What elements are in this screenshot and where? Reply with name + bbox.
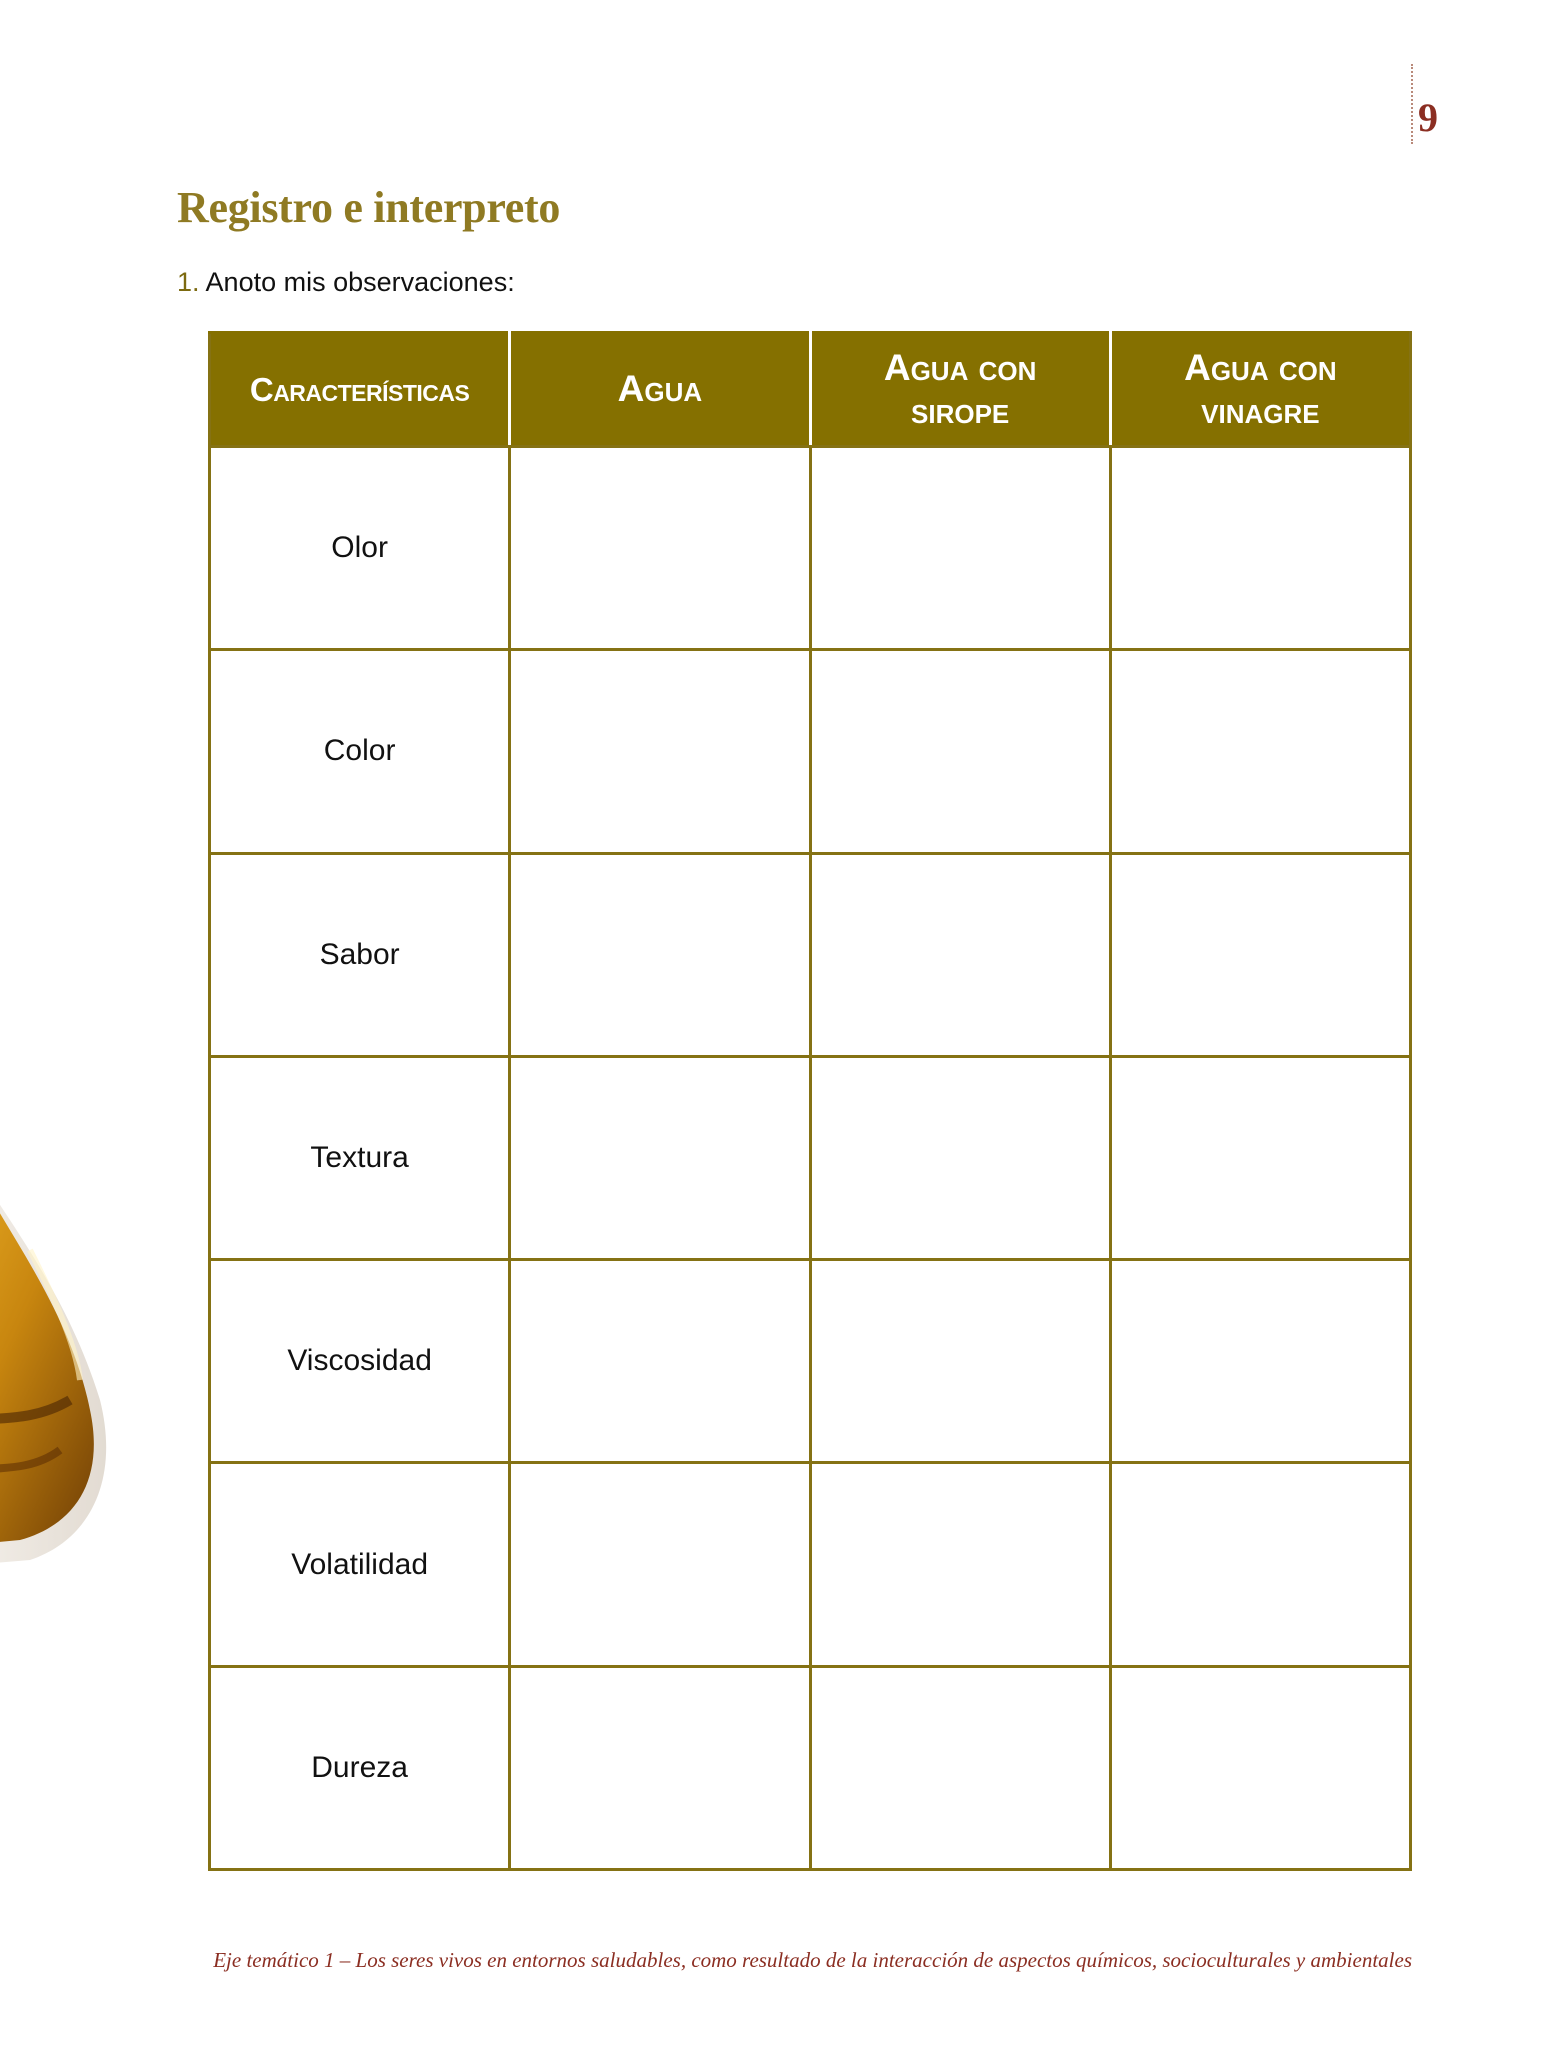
header-agua-label: Agua [617,368,703,410]
table-row [210,1463,1411,1666]
header-agua [510,333,810,447]
cell-agua-con-vinagre[interactable] [1110,1463,1410,1666]
header-agua-con-sirope [810,333,1110,447]
table-header-row [210,333,1411,447]
cell-agua-con-sirope[interactable] [810,1666,1110,1869]
header-caracteristicas-label: Características [249,370,470,408]
cell-agua-con-vinagre[interactable] [1110,1056,1410,1259]
instruction-text: Anoto mis observaciones: [205,267,515,297]
row-label-viscosidad: Viscosidad [210,1260,510,1463]
cell-agua-con-vinagre[interactable] [1110,853,1410,1056]
row-label-volatilidad: Volatilidad [210,1463,510,1666]
instruction [177,266,515,298]
cell-agua-con-vinagre[interactable] [1110,1666,1410,1869]
table-row [210,853,1411,1056]
page-number-divider [1411,64,1413,144]
header-agua-con-vinagre [1110,333,1410,447]
instruction-number: 1. [177,267,200,297]
cell-agua[interactable] [510,853,810,1056]
cell-agua-con-vinagre[interactable] [1110,650,1410,853]
row-label-textura: Textura [210,1056,510,1259]
cell-agua[interactable] [510,1463,810,1666]
header-vinagre-line2: vinagre [1201,389,1320,431]
flask-illustration [0,1100,130,1580]
table-row [210,1056,1411,1259]
table-row [210,650,1411,853]
cell-agua[interactable] [510,1260,810,1463]
page-number: 9 [1418,95,1438,140]
table-row [210,447,1411,650]
row-label-color: Color [210,650,510,853]
cell-agua-con-sirope[interactable] [810,650,1110,853]
cell-agua[interactable] [510,650,810,853]
section-title: Registro e interpreto [177,183,561,232]
header-vinagre-line1: Agua con [1184,346,1337,388]
cell-agua-con-sirope[interactable] [810,853,1110,1056]
table-row [210,1260,1411,1463]
header-sirope-line2: sirope [911,389,1010,431]
header-caracteristicas [210,333,510,447]
cell-agua[interactable] [510,447,810,650]
cell-agua-con-sirope[interactable] [810,1260,1110,1463]
cell-agua-con-sirope[interactable] [810,1463,1110,1666]
observations-table [208,331,1412,1871]
cell-agua[interactable] [510,1666,810,1869]
row-label-dureza: Dureza [210,1666,510,1869]
row-label-sabor: Sabor [210,853,510,1056]
cell-agua[interactable] [510,1056,810,1259]
cell-agua-con-sirope[interactable] [810,447,1110,650]
row-label-olor: Olor [210,447,510,650]
cell-agua-con-vinagre[interactable] [1110,447,1410,650]
table-row [210,1666,1411,1869]
header-sirope-line1: Agua con [883,346,1037,388]
cell-agua-con-sirope[interactable] [810,1056,1110,1259]
cell-agua-con-vinagre[interactable] [1110,1260,1410,1463]
footer-theme-line: Eje temático 1 – Los seres vivos en entornos saludables, como resultado de la interacción de aspectos químicos, socioculturales y ambientales [213,1948,1412,1972]
